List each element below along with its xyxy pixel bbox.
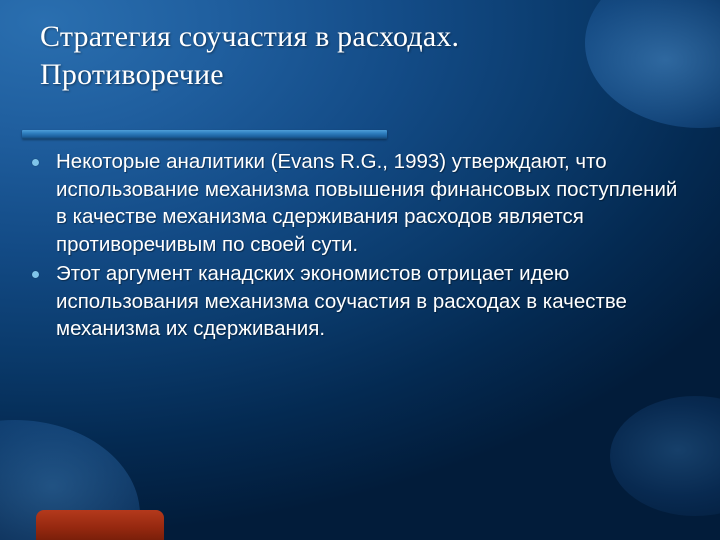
title-divider-bar [22,130,387,139]
bullet-text: Этот аргумент канадских экономистов отрицает идею использования механизма соучастия в расходах в качестве механизма их сдерживания. [56,262,627,341]
slide-title-line-1: Стратегия соучастия в расходах. [40,20,460,53]
decorative-ellipse-bottom-right [610,396,720,516]
list-item [22,260,682,343]
bullet-text: Некоторые аналитики (Evans R.G., 1993) утверждают, что использование механизма повышения финансовых поступлений в качестве механизма сдерживания расходов является противоречивым по своей сути. [56,150,678,256]
bullet-list [22,148,682,343]
list-item [22,148,682,258]
slide-title-line-2: Противоречие [40,58,224,92]
decorative-accent-shape [36,510,164,540]
bullet-dot-icon [32,159,39,166]
slide-body [22,148,682,345]
slide-title [40,18,680,95]
bullet-dot-icon [32,271,39,278]
